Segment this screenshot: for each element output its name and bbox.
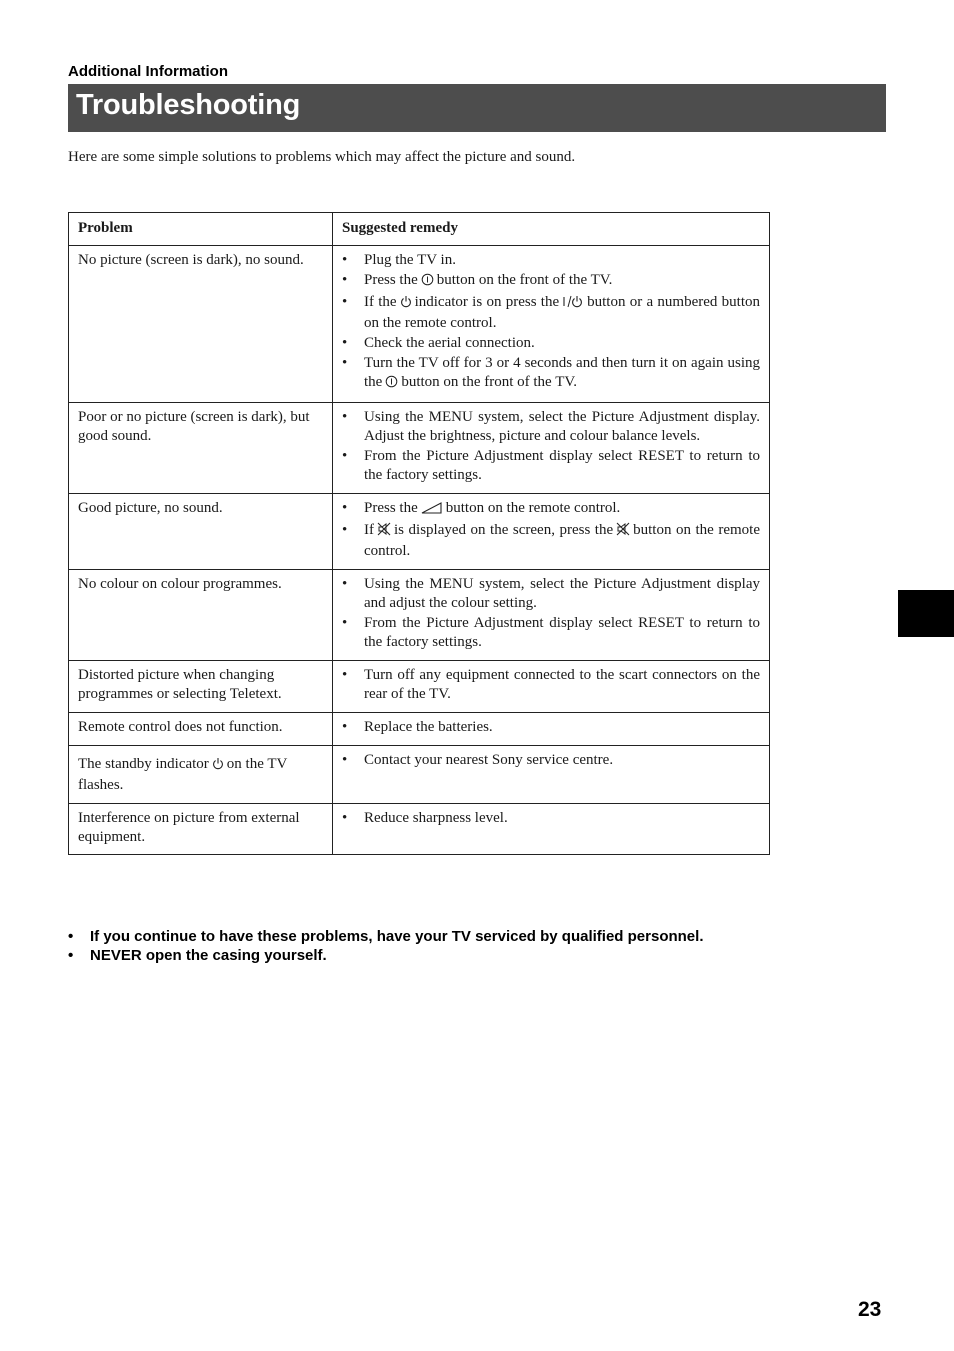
remedy-item: • Using the MENU system, select the Picture Adjustment display. Adjust the brightness, picture and colour balance levels. — [342, 409, 760, 444]
warning-list — [68, 927, 703, 965]
remedy-item: • Check the aerial connection. — [342, 335, 535, 351]
table-row — [69, 746, 770, 804]
bullet: • — [342, 448, 348, 464]
table-row — [69, 661, 770, 713]
bullet: • — [342, 576, 348, 592]
bullet: • — [342, 335, 348, 351]
remedy-cell — [333, 246, 770, 403]
remedy-cell — [333, 713, 770, 746]
remedy-cell — [333, 804, 770, 855]
remedy-item: • Reduce sharpness level. — [342, 810, 508, 826]
remedy-item: • Using the MENU system, select the Picture Adjustment display and adjust the colour setting. — [342, 576, 760, 611]
remedy-item: • Press the button on the remote control. — [342, 499, 760, 520]
remedy-item: • Contact your nearest Sony service centre. — [342, 752, 614, 768]
remedy-item: • If the indicator is on press the button or a numbered button on the remote control. — [342, 294, 760, 331]
title-bar — [68, 84, 886, 132]
bullet: • — [68, 947, 74, 964]
remedy-item: • Turn off any equipment connected to the scart connectors on the rear of the TV. — [342, 667, 760, 702]
remedy-cell — [333, 661, 770, 713]
remedy-cell — [333, 570, 770, 661]
warning-item: • If you continue to have these problems, have your TV serviced by qualified personnel. — [68, 928, 704, 945]
problem-cell: Distorted picture when changing programmes or selecting Teletext. — [69, 661, 333, 713]
bullet: • — [342, 522, 348, 538]
table-row — [69, 403, 770, 494]
bullet: • — [342, 252, 348, 268]
bullet: • — [342, 719, 348, 735]
table-row — [69, 713, 770, 746]
bullet: • — [342, 810, 348, 826]
bullet: • — [342, 294, 348, 310]
bullet: • — [342, 355, 348, 371]
table-row — [69, 494, 770, 570]
section-label: Additional Information — [68, 63, 228, 80]
table-header-row — [69, 213, 770, 246]
page-title: Troubleshooting — [76, 89, 301, 121]
remedy-cell — [333, 494, 770, 570]
bullet: • — [68, 928, 74, 945]
remedy-cell — [333, 403, 770, 494]
mute-icon — [616, 522, 630, 542]
standby-icon — [400, 295, 412, 314]
bullet: • — [342, 667, 348, 683]
bullet: • — [342, 752, 348, 768]
table-row — [69, 570, 770, 661]
problem-cell: No picture (screen is dark), no sound. — [69, 246, 333, 403]
mute-icon — [377, 522, 391, 542]
problem-cell: Poor or no picture (screen is dark), but good sound. — [69, 403, 333, 494]
problem-cell: No colour on colour programmes. — [69, 570, 333, 661]
table-row — [69, 804, 770, 855]
table-row — [69, 246, 770, 403]
standby-icon — [212, 757, 224, 776]
main-power-icon — [385, 375, 398, 394]
problem-header: Problem — [69, 213, 333, 246]
problem-cell: Remote control does not function. — [69, 713, 333, 746]
remedy-item: • From the Picture Adjustment display select RESET to return to the factory settings. — [342, 615, 760, 650]
remedy-item: • Press the button on the front of the TV. — [342, 271, 760, 292]
remedy-item: • From the Picture Adjustment display select RESET to return to the factory settings. — [342, 448, 760, 483]
intro-text: Here are some simple solutions to problems which may affect the picture and sound. — [68, 149, 576, 165]
bullet: • — [342, 500, 348, 516]
bullet: • — [342, 409, 348, 425]
warning-item: • NEVER open the casing yourself. — [68, 947, 327, 964]
problem-cell: Interference on picture from external equipment. — [69, 804, 333, 855]
bullet: • — [342, 615, 348, 631]
remedy-header: Suggested remedy — [333, 213, 770, 246]
tv-standby-button-icon — [562, 295, 584, 314]
main-power-icon — [421, 273, 434, 292]
chapter-tab — [898, 590, 954, 637]
bullet: • — [342, 272, 348, 288]
remedy-item: • If is displayed on the screen, press the button on the remote control. — [342, 522, 760, 559]
problem-cell: Good picture, no sound. — [69, 494, 333, 570]
remedy-item: • Replace the batteries. — [342, 719, 493, 735]
page-number: 23 — [858, 1298, 882, 1321]
remedy-item: • Plug the TV in. — [342, 252, 456, 268]
troubleshooting-table — [68, 212, 770, 855]
problem-cell: The standby indicator on the TV flashes. — [69, 746, 333, 804]
remedy-item: • Turn the TV off for 3 or 4 seconds and then turn it on again using the button on the front of the TV. — [342, 354, 760, 394]
remedy-cell — [333, 746, 770, 804]
volume-up-icon — [421, 501, 443, 520]
